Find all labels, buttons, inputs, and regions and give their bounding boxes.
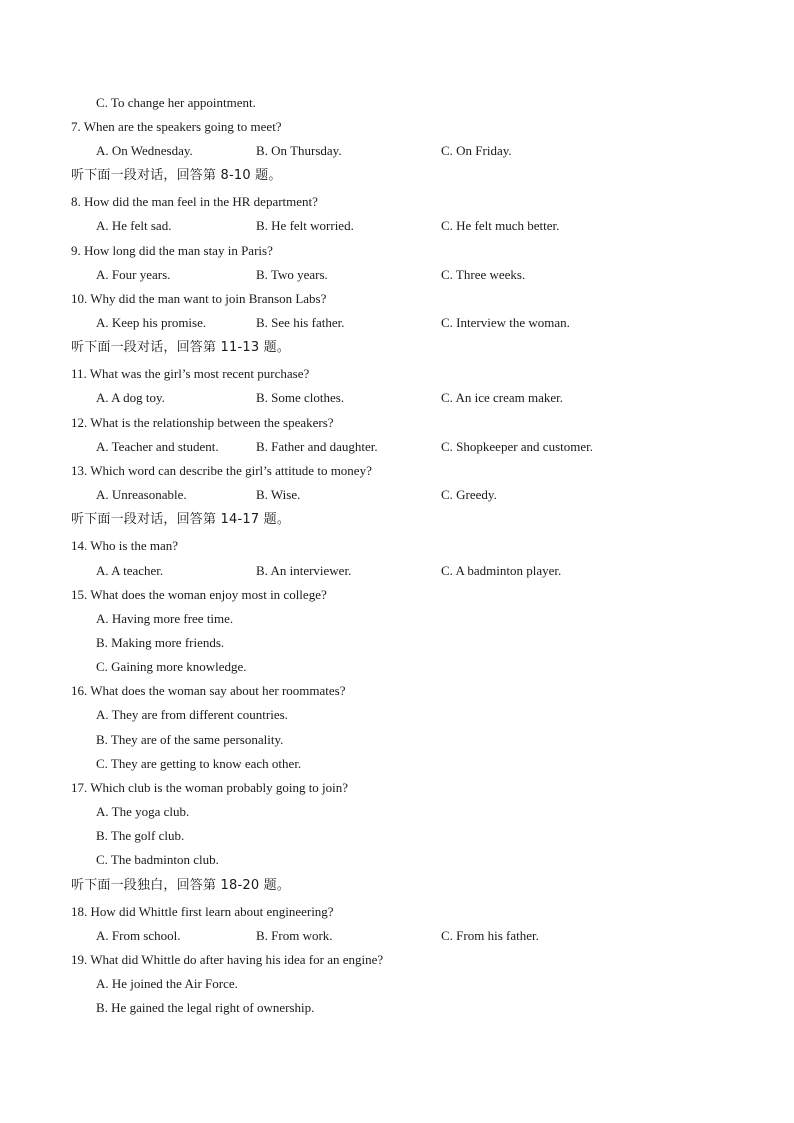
q15-stem: 15. What does the woman enjoy most in college? — [71, 587, 327, 602]
q16-stem: 16. What does the woman say about her roommates? — [71, 683, 346, 698]
q8-option-c: C. He felt much better. — [441, 218, 560, 233]
q19-option-a: A. He joined the Air Force. — [96, 976, 238, 991]
q17-option-c: C. The badminton club. — [96, 852, 219, 867]
q13-option-c: C. Greedy. — [441, 487, 497, 502]
q7-option-a: A. On Wednesday. — [96, 143, 193, 158]
q15-option-b: B. Making more friends. — [96, 635, 225, 650]
q16-option-c: C. They are getting to know each other. — [96, 756, 302, 771]
q17-option-a: A. The yoga club. — [96, 804, 190, 819]
q16-option-a: A. They are from different countries. — [96, 707, 288, 722]
q11-option-c: C. An ice cream maker. — [441, 390, 564, 405]
q12-stem: 12. What is the relationship between the speakers? — [71, 415, 334, 430]
q14-option-a: A. A teacher. — [96, 563, 164, 578]
section-heading-14-17: 听下面一段对话，回答第 14-17 题。 — [71, 512, 291, 527]
q19-option-b: B. He gained the legal right of ownership. — [96, 1000, 315, 1015]
q12-option-b: B. Father and daughter. — [256, 439, 378, 454]
q11-option-a: A. A dog toy. — [96, 390, 165, 405]
q12-option-a: A. Teacher and student. — [96, 439, 219, 454]
q14-option-c: C. A badminton player. — [441, 563, 562, 578]
q17-stem: 17. Which club is the woman probably going to join? — [71, 780, 349, 795]
q15-option-a: A. Having more free time. — [96, 611, 234, 626]
q19-stem: 19. What did Whittle do after having his idea for an engine? — [71, 952, 384, 967]
section-heading-18-20: 听下面一段独白，回答第 18-20 题。 — [71, 878, 291, 893]
q13-option-b: B. Wise. — [256, 487, 301, 502]
q9-option-c: C. Three weeks. — [441, 267, 526, 282]
q16-option-b: B. They are of the same personality. — [96, 732, 284, 747]
q15-option-c: C. Gaining more knowledge. — [96, 659, 247, 674]
q18-option-b: B. From work. — [256, 928, 333, 943]
q9-option-b: B. Two years. — [256, 267, 328, 282]
q10-option-b: B. See his father. — [256, 315, 345, 330]
q9-stem: 9. How long did the man stay in Paris? — [71, 243, 273, 258]
q18-stem: 18. How did Whittle first learn about engineering? — [71, 904, 334, 919]
q6-option-c: C. To change her appointment. — [96, 95, 256, 110]
q11-stem: 11. What was the girl’s most recent purchase? — [71, 366, 310, 381]
section-heading-11-13: 听下面一段对话，回答第 11-13 题。 — [71, 340, 291, 355]
section-heading-8-10: 听下面一段对话，回答第 8-10 题。 — [71, 168, 282, 183]
q8-option-a: A. He felt sad. — [96, 218, 172, 233]
q14-option-b: B. An interviewer. — [256, 563, 352, 578]
q7-option-c: C. On Friday. — [441, 143, 512, 158]
q9-option-a: A. Four years. — [96, 267, 171, 282]
q7-option-b: B. On Thursday. — [256, 143, 342, 158]
q13-stem: 13. Which word can describe the girl’s attitude to money? — [71, 463, 372, 478]
q10-option-a: A. Keep his promise. — [96, 315, 207, 330]
q17-option-b: B. The golf club. — [96, 828, 185, 843]
q12-option-c: C. Shopkeeper and customer. — [441, 439, 593, 454]
q8-option-b: B. He felt worried. — [256, 218, 354, 233]
q14-stem: 14. Who is the man? — [71, 538, 178, 553]
q18-option-a: A. From school. — [96, 928, 181, 943]
q7-stem: 7. When are the speakers going to meet? — [71, 119, 282, 134]
q13-option-a: A. Unreasonable. — [96, 487, 187, 502]
q10-stem: 10. Why did the man want to join Branson Labs? — [71, 291, 327, 306]
q18-option-c: C. From his father. — [441, 928, 539, 943]
q8-stem: 8. How did the man feel in the HR department? — [71, 194, 318, 209]
q11-option-b: B. Some clothes. — [256, 390, 345, 405]
q10-option-c: C. Interview the woman. — [441, 315, 570, 330]
